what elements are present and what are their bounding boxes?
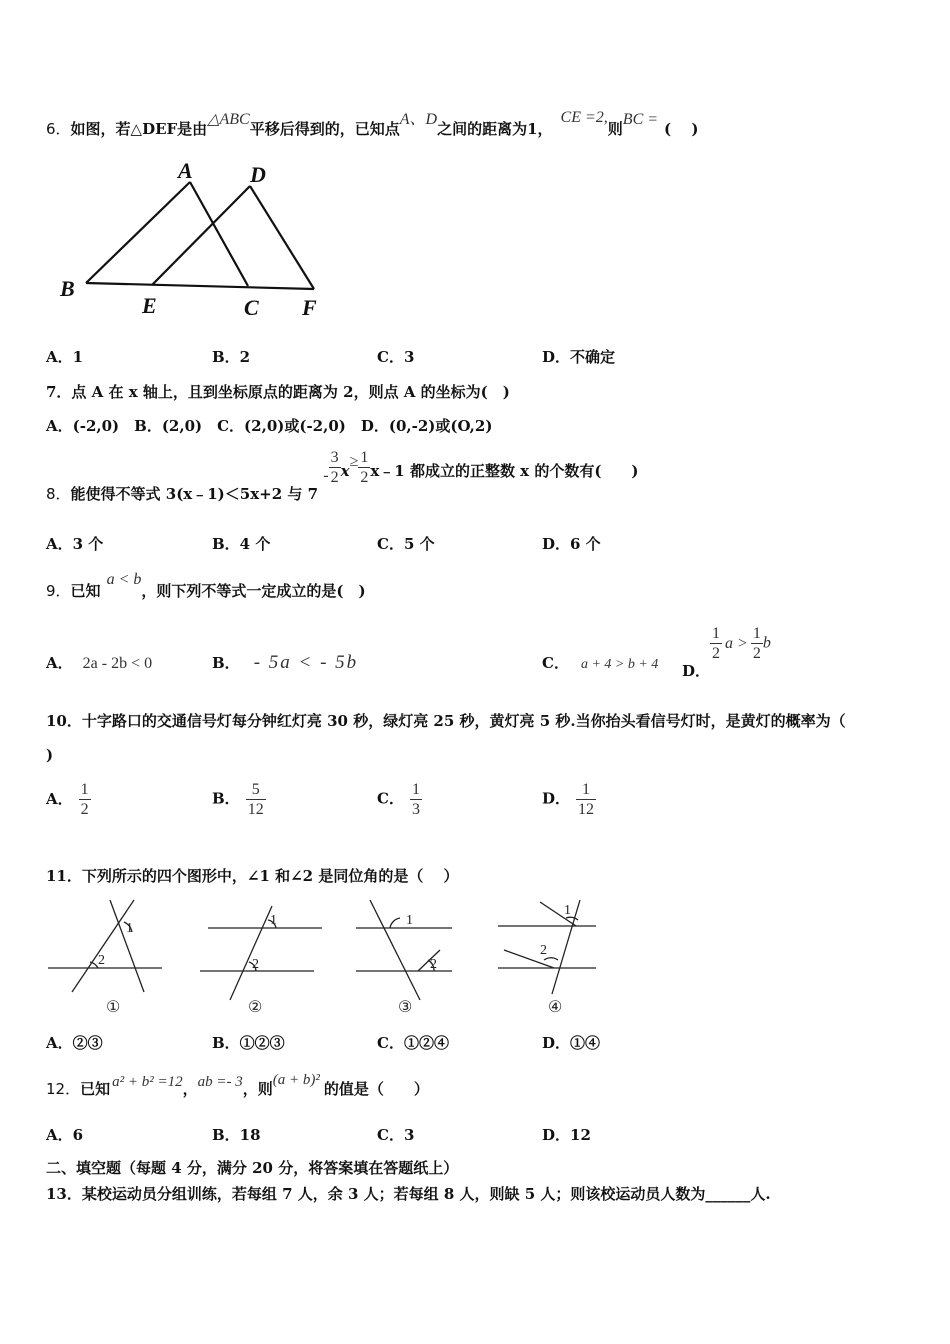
q12-option-a[interactable]: A．6 xyxy=(46,1126,84,1144)
q6-text-4: 则 xyxy=(607,120,623,138)
q8-fraction-3-2 xyxy=(329,448,341,487)
q10-option-b[interactable] xyxy=(212,780,266,819)
fig3-angle-2: 2 xyxy=(430,957,437,972)
q9-option-a-math: 2a - 2b < 0 xyxy=(82,655,153,672)
q10-d-n: 1 xyxy=(582,781,591,798)
q10-option-c[interactable] xyxy=(377,780,422,819)
segment-ba xyxy=(86,182,190,283)
q6-text-1: 如图，若△DEF是由 xyxy=(70,120,208,138)
q8-option-b[interactable]: B．4 个 xyxy=(212,535,271,553)
q8-option-a[interactable]: A．3 个 xyxy=(46,535,104,553)
q11-option-b[interactable]: B．①②③ xyxy=(212,1034,285,1052)
fig-label-1: ① xyxy=(106,999,121,1016)
q10-option-a-label: A． xyxy=(46,789,73,808)
q11-stem: 11．下列所示的四个图形中，∠1 和∠2 是同位角的是（ ） xyxy=(46,867,459,885)
fig4-angle-2: 2 xyxy=(540,943,547,958)
q9-number: 9． xyxy=(46,582,71,600)
q6-paren: ( ) xyxy=(664,120,699,138)
fig2-angle-2: 2 xyxy=(252,957,259,972)
q10-option-a-frac xyxy=(79,780,91,819)
q12-math-sum-squares: a² + b² =12 xyxy=(112,1074,183,1090)
q8-minus: - xyxy=(323,466,329,484)
q9-option-d-frac-1 xyxy=(710,624,722,663)
q12-comma: ， xyxy=(182,1080,198,1098)
q10-option-c-frac xyxy=(410,780,422,819)
q8-option-d[interactable]: D．6 个 xyxy=(542,535,601,553)
q10-d-d: 12 xyxy=(578,801,595,819)
q6-option-d[interactable]: D．不确定 xyxy=(542,348,616,366)
q10-option-c-label: C． xyxy=(377,789,404,808)
q6-option-c[interactable]: C．3 xyxy=(377,348,415,366)
q12-option-d[interactable]: D．12 xyxy=(542,1126,591,1144)
q9-option-d-end: b xyxy=(762,634,771,652)
fig-label-2: ② xyxy=(248,999,263,1016)
q12-text-1: 已知 xyxy=(80,1080,111,1098)
label-d: D xyxy=(250,162,266,187)
q6-math-bc: BC = xyxy=(622,111,659,128)
q9-option-a-label: A． xyxy=(46,654,73,672)
q6-math-ad: A、D xyxy=(399,111,438,128)
label-a: A xyxy=(178,158,193,183)
q8-f1-num: 3 xyxy=(330,449,339,466)
q10-stem-line2: ) xyxy=(46,746,54,764)
q9-option-b-label: B． xyxy=(212,654,240,672)
q9-d-n2: 1 xyxy=(752,625,761,642)
q11-option-c[interactable]: C．①②④ xyxy=(377,1034,449,1052)
q8-option-c[interactable]: C．5 个 xyxy=(377,535,435,553)
q10-a-n: 1 xyxy=(80,781,89,798)
q13-stem: 13．某校运动员分组训练，若每组 7 人，余 3 人；若每组 8 人，则缺 5 人；则该校运动员人数为______人. xyxy=(46,1185,771,1203)
q8-text-1: 能使得不等式 3(x﹣1)＜5x+2 与 7 xyxy=(70,484,324,503)
fig1-angle-1: 1 xyxy=(126,921,133,936)
q8-f1-den: 2 xyxy=(330,469,339,487)
q10-b-n: 5 xyxy=(251,781,260,798)
q10-option-d-frac xyxy=(576,780,596,819)
q9-stem xyxy=(46,571,366,601)
q8-ge: ≥ xyxy=(349,452,359,470)
fig2-angle-1: 1 xyxy=(270,913,277,928)
q8-f2-den: 2 xyxy=(360,469,369,487)
q11-figure-1 xyxy=(48,900,162,992)
fig3-angle-1: 1 xyxy=(406,913,413,928)
q9-option-a[interactable] xyxy=(46,652,152,673)
q9-text-1: 已知 xyxy=(70,582,101,600)
q10-b-d: 12 xyxy=(247,801,264,819)
q9-option-d-label: D． xyxy=(682,661,711,680)
q12-math-ab: ab =- 3 xyxy=(197,1074,243,1090)
section2-title: 二、填空题（每题 4 分，满分 20 分，将答案填在答题纸上） xyxy=(46,1159,459,1177)
label-c: C xyxy=(244,295,259,320)
q10-stem-line1: 10．十字路口的交通信号灯每分钟红灯亮 30 秒，绿灯亮 25 秒，黄灯亮 5 秒.当你抬头看信号灯时，是黄灯的概率为（ xyxy=(46,712,846,730)
q10-option-a[interactable] xyxy=(46,780,91,819)
q9-option-c[interactable] xyxy=(542,652,658,673)
q12-option-b[interactable]: B．18 xyxy=(212,1126,261,1144)
q6-stem xyxy=(46,109,699,139)
q7-stem: 7．点 A 在 x 轴上，且到坐标原点的距离为 2，则点 A 的坐标为( ) xyxy=(46,383,510,401)
q10-c-d: 3 xyxy=(411,801,420,819)
q8-x: x xyxy=(340,461,350,480)
q9-option-b-math: - 5a < - 5b xyxy=(253,652,359,673)
q11-figure-2 xyxy=(200,906,322,1000)
q11-figures xyxy=(40,892,610,1017)
q6-text-3: 之间的距离为1， xyxy=(437,120,553,138)
q9-option-d-frac-2 xyxy=(751,624,763,663)
label-e: E xyxy=(142,293,157,318)
q12-text-3: 的值是（ ） xyxy=(323,1080,429,1098)
fig-label-3: ③ xyxy=(398,999,413,1016)
q12-text-2: ，则 xyxy=(242,1080,273,1098)
label-f: F xyxy=(302,295,317,320)
q9-option-b[interactable] xyxy=(212,652,358,674)
q11-option-d[interactable]: D．①④ xyxy=(542,1034,601,1052)
q10-option-d-label: D． xyxy=(542,789,571,808)
fig-label-4: ④ xyxy=(548,999,563,1016)
q9-d-d2: 2 xyxy=(752,645,761,663)
q11-option-a[interactable]: A．②③ xyxy=(46,1034,103,1052)
q8-fraction-1-2 xyxy=(358,448,370,487)
q6-number: 6． xyxy=(46,120,71,138)
fig1-angle-2: 2 xyxy=(98,953,105,968)
q9-option-c-math: a + 4 > b + 4 xyxy=(580,657,659,672)
q7-options[interactable]: A．(-2,0) B．(2,0) C．(2,0)或(-2,0) D．(0,-2)或(O,2) xyxy=(46,417,493,435)
q8-number: 8． xyxy=(46,484,71,503)
q6-math-triangle-abc: △ABC xyxy=(207,111,250,128)
q9-math-a-lt-b: a < b xyxy=(106,571,142,588)
q11-figure-3 xyxy=(356,900,452,1000)
q11-figure-4 xyxy=(498,900,596,994)
q10-a-d: 2 xyxy=(80,801,89,819)
q8-stem xyxy=(46,448,639,518)
q8-text-2: x﹣1 都成立的正整数 x 的个数有( ) xyxy=(370,461,639,480)
q6-math-ce: CE =2, xyxy=(560,109,608,126)
q6-option-b[interactable]: B．2 xyxy=(212,348,251,366)
segment-df xyxy=(250,186,314,289)
q10-c-n: 1 xyxy=(411,781,420,798)
label-b: B xyxy=(60,276,75,301)
q9-d-d1: 2 xyxy=(712,645,721,663)
q6-figure xyxy=(52,156,342,324)
q8-f2-num: 1 xyxy=(360,449,369,466)
q12-math-square: (a + b)² xyxy=(272,1072,320,1088)
q10-option-b-label: B． xyxy=(212,789,240,808)
segment-bf xyxy=(86,283,314,289)
q9-option-c-label: C． xyxy=(542,654,569,672)
q10-option-d[interactable] xyxy=(542,780,596,819)
q9-option-d-mid: a > xyxy=(725,634,748,652)
q6-text-2: 平移后得到的，已知点 xyxy=(249,120,400,138)
q9-text-2: ，则下列不等式一定成立的是( ) xyxy=(141,582,366,600)
q9-option-d[interactable] xyxy=(682,624,771,680)
q6-option-a[interactable]: A．1 xyxy=(46,348,84,366)
q12-stem xyxy=(46,1072,429,1099)
q10-option-b-frac xyxy=(246,780,266,819)
fig4-angle-1: 1 xyxy=(564,903,571,918)
q12-option-c[interactable]: C．3 xyxy=(377,1126,415,1144)
q12-number: 12． xyxy=(46,1080,81,1098)
q9-d-n1: 1 xyxy=(712,625,721,642)
